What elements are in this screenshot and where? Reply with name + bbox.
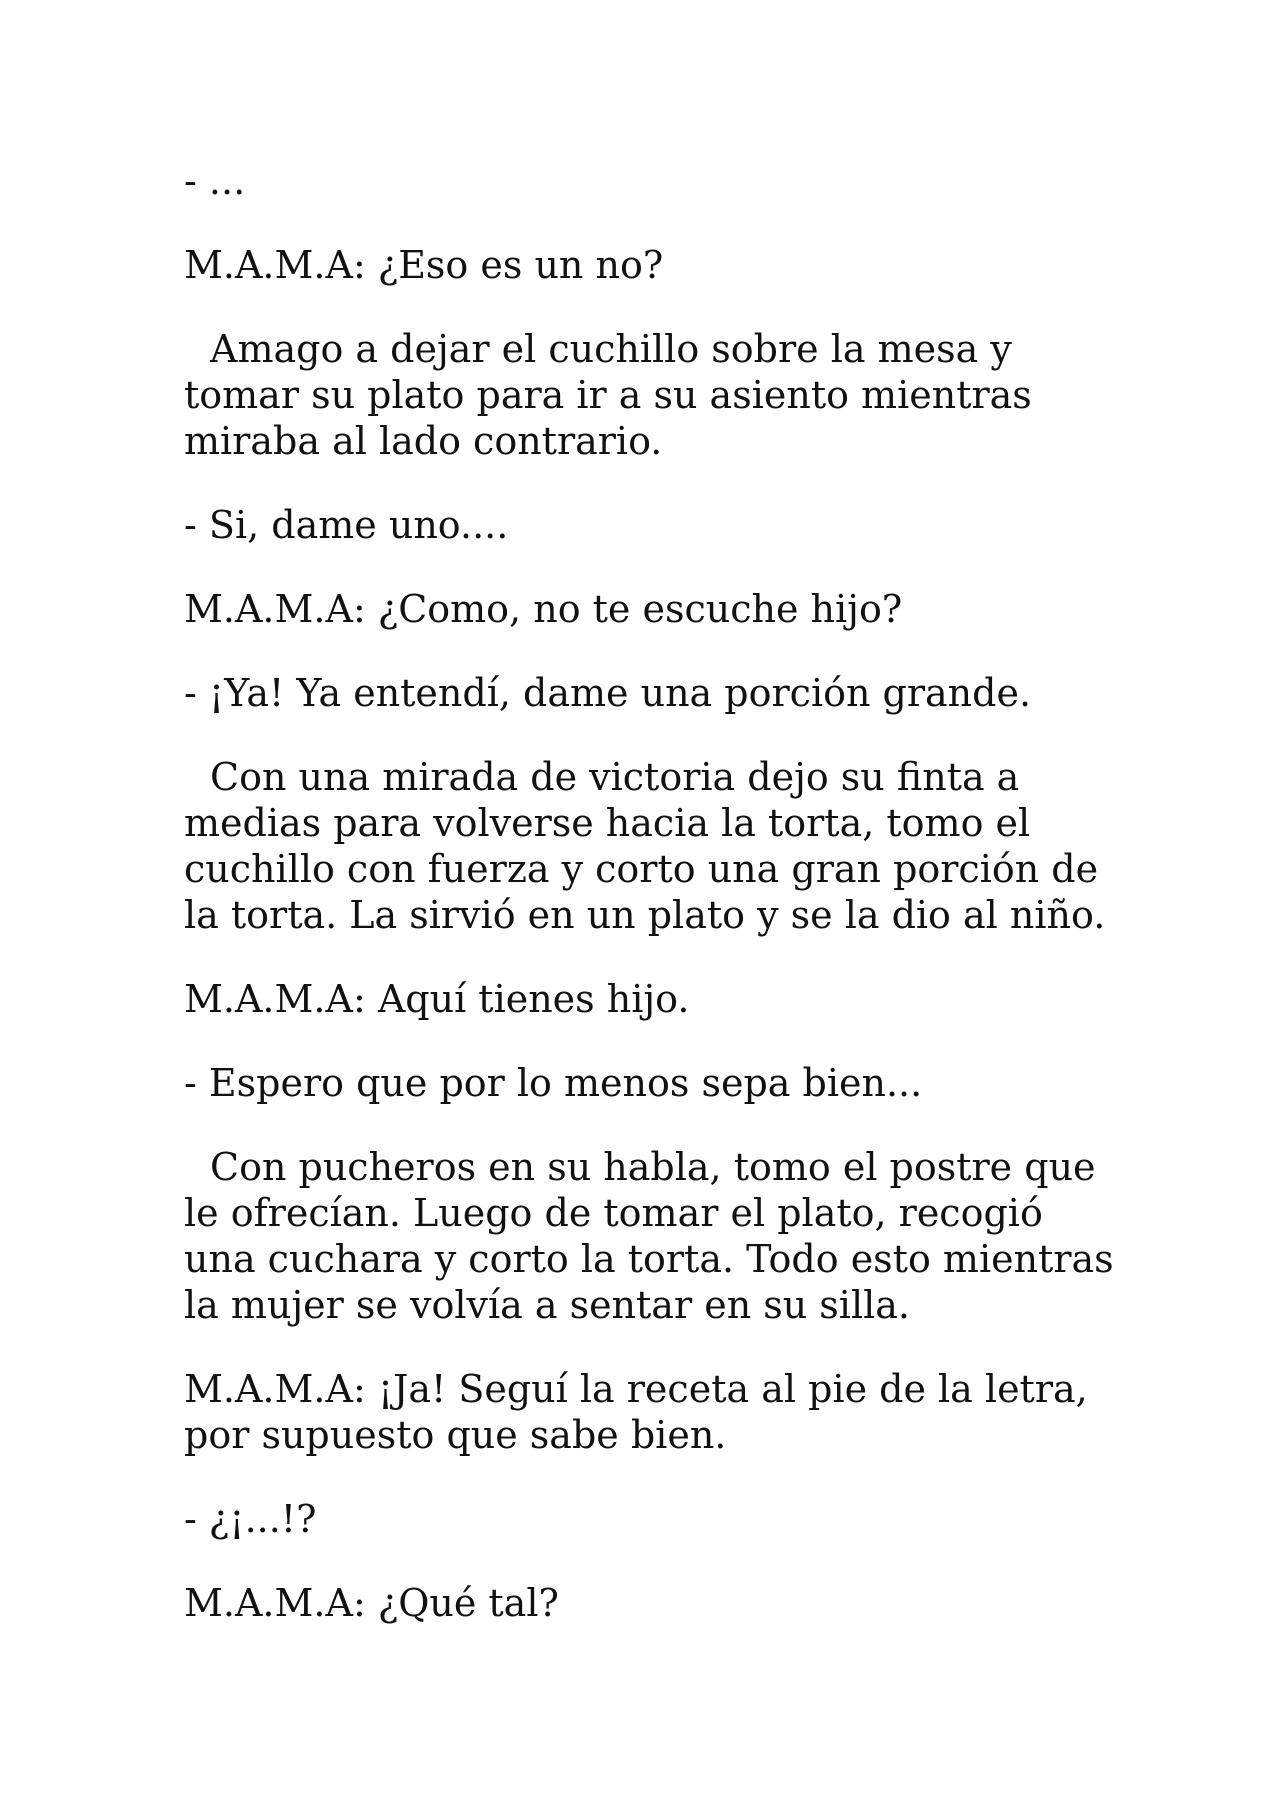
paragraph-narration-knife: Amago a dejar el cuchillo sobre la mesa y tomar su plato para ir a su asiento mientras miraba al lado contrario. (184, 327, 1032, 463)
paragraph-narration-pucheros: Con pucheros en su habla, tomo el postre que le ofrecían. Luego de tomar el plato, recogió una cuchara y corto la torta. Todo esto mientras la mujer se volvía a sentar en su silla. (184, 1145, 1114, 1327)
paragraph-dialogue-ellipsis: - ... (184, 159, 246, 203)
text-column (184, 158, 1124, 1664)
paragraph-narration-victoria: Con una mirada de victoria dejo su finta a medias para volverse hacia la torta, tomo el cuchillo con fuerza y corto una gran porción de la torta. La sirvió en un plato y se la dio al niño. (184, 755, 1106, 937)
paragraph-dialogue-porcion-grande: - ¡Ya! Ya entendí, dame una porción grande. (184, 671, 1032, 715)
paragraph-mama-receta: M.A.M.A: ¡Ja! Seguí la receta al pie de la letra, por supuesto que sabe bien. (184, 1367, 1088, 1457)
paragraph-dialogue-surprise: - ¿¡...!? (184, 1497, 317, 1541)
paragraph-mama-question-no: M.A.M.A: ¿Eso es un no? (184, 243, 664, 287)
paragraph-mama-aqui-tienes: M.A.M.A: Aquí tienes hijo. (184, 977, 690, 1021)
paragraph-mama-que-tal: M.A.M.A: ¿Qué tal? (184, 1581, 559, 1625)
paragraph-dialogue-si-dame-uno: - Si, dame uno.... (184, 503, 509, 547)
paragraph-dialogue-espero: - Espero que por lo menos sepa bien... (184, 1061, 923, 1105)
paragraph-mama-como: M.A.M.A: ¿Como, no te escuche hijo? (184, 587, 903, 631)
